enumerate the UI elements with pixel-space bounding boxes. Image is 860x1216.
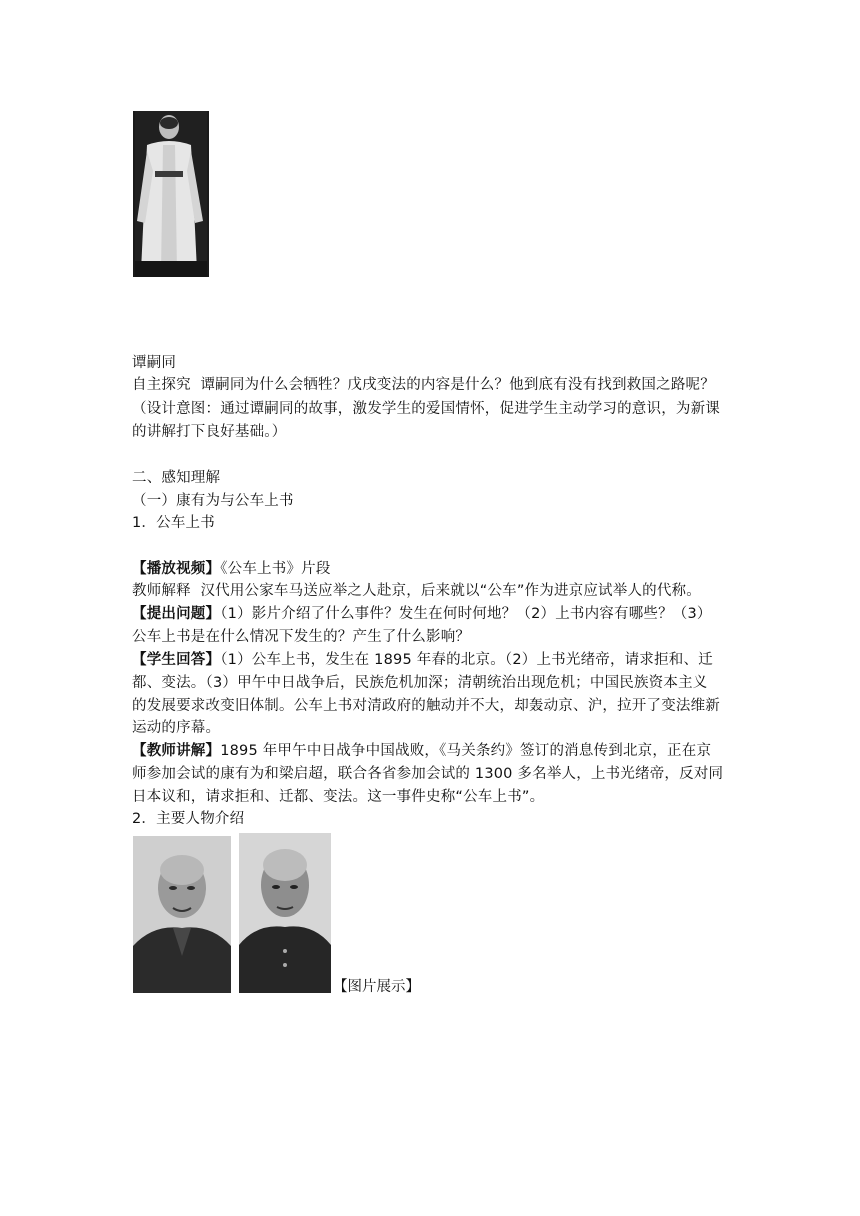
section-title: 二、感知理解 bbox=[132, 470, 221, 486]
teacher-explain-paragraph bbox=[132, 580, 732, 602]
inquiry-paragraph bbox=[132, 374, 732, 396]
answer-line-4: 运动的序幕。 bbox=[132, 720, 221, 736]
question-line-1 bbox=[132, 603, 732, 625]
teacher-explain-text: 汉代用公家车马送应举之人赴京，后来就以“公车”作为进京应试举人的代称。 bbox=[200, 583, 701, 599]
answer-line-3: 的发展要求改变旧体制。公车上书对清政府的触动并不大，却轰动京、沪，拉开了变法维新 bbox=[132, 698, 720, 714]
answer-tag: 【学生回答】 bbox=[132, 652, 221, 668]
question-tag: 【提出问题】 bbox=[132, 606, 221, 622]
teacher-explain-label: 教师解释 bbox=[132, 583, 191, 599]
lecture-line-1 bbox=[132, 740, 732, 762]
portrait-photo-tan-sitong bbox=[133, 111, 209, 277]
portrait-photo-liang-qichao bbox=[239, 833, 331, 993]
inquiry-text: 谭嗣同为什么会牺牲？戊戌变法的内容是什么？他到底有没有找到救国之路呢？ bbox=[200, 377, 715, 393]
young-man-portrait-image bbox=[239, 833, 331, 993]
video-text: 《公车上书》片段 bbox=[220, 561, 331, 577]
item-title-2: 2．主要人物介绍 bbox=[132, 811, 245, 827]
lecture-line-2: 师参加会试的康有为和梁启超，联合各省参加会试的 1300 多名举人，上书光绪帝，反对同 bbox=[132, 766, 724, 782]
lecture-tag: 【教师讲解】 bbox=[132, 743, 221, 759]
lecture-text-1: 1895 年甲午中日战争中国战败，《马关条约》签订的消息传到北京，正在京 bbox=[220, 743, 712, 759]
seated-man-portrait-image bbox=[133, 836, 231, 993]
question-line-2: 公车上书是在什么情况下发生的？产生了什么影响？ bbox=[132, 629, 471, 645]
photo-caption: 谭嗣同 bbox=[132, 355, 177, 371]
portrait-photo-kang-youwei bbox=[133, 836, 231, 993]
inquiry-label: 自主探究 bbox=[132, 377, 191, 393]
answer-line-2: 都、变法。（3）甲午中日战争后，民族危机加深；清朝统治出现危机；中国民族资本主义 bbox=[132, 675, 708, 691]
design-intent-line-1: （设计意图：通过谭嗣同的故事，激发学生的爱国情怀，促进学生主动学习的意识，为新课 bbox=[132, 401, 720, 417]
question-text-1: （1）影片介绍了什么事件？发生在何时何地？（2）上书内容有哪些？（3） bbox=[220, 606, 712, 622]
video-tag: 【播放视频】 bbox=[132, 561, 221, 577]
lecture-line-3: 日本议和，请求拒和、迁都、变法。这一事件史称“公车上书”。 bbox=[132, 789, 545, 805]
design-intent-line-2: 的讲解打下良好基础。） bbox=[132, 424, 287, 440]
video-paragraph bbox=[132, 558, 732, 580]
answer-text-1: （1）公车上书，发生在 1895 年春的北京。（2）上书光绪帝，请求拒和、迁 bbox=[220, 652, 713, 668]
picture-display-tag: 【图片展示】 bbox=[333, 979, 420, 995]
answer-line-1 bbox=[132, 649, 732, 671]
item-title-1: 1．公车上书 bbox=[132, 515, 215, 531]
subsection-title: （一）康有为与公车上书 bbox=[132, 493, 294, 509]
standing-figure-image bbox=[133, 111, 209, 277]
